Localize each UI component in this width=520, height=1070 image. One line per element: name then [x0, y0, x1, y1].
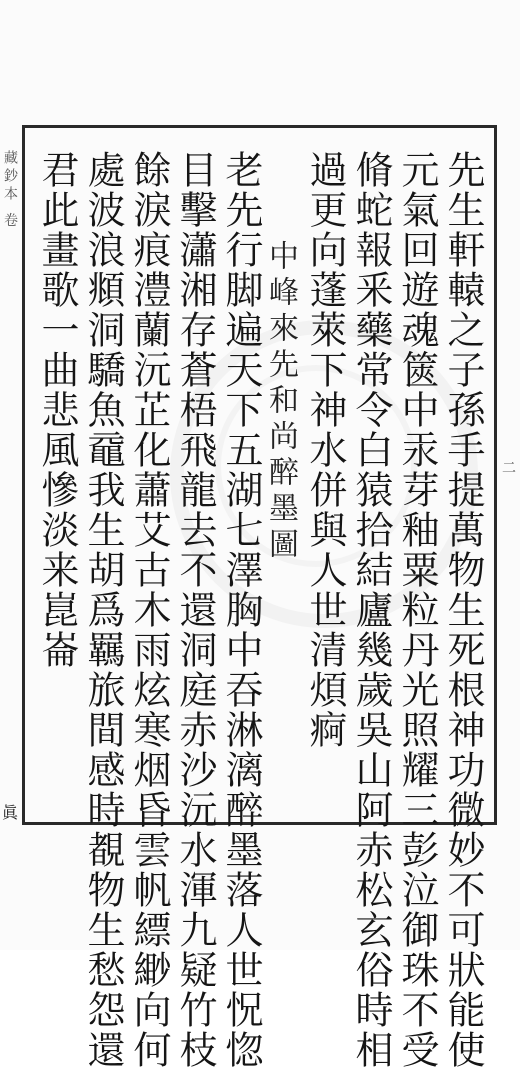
text-column-1: 先生軒轅之子孫手提萬物生死根神功微妙不可狀能使 — [441, 150, 485, 1070]
margin-strip — [0, 128, 22, 822]
right-border-rule — [494, 125, 497, 825]
text-column-7: 目擊瀟湘存蒼梧飛龍去不還洞庭赤沙沅水渾九疑竹枝 — [173, 150, 217, 1070]
right-edge-mark: 二 — [500, 460, 516, 474]
poem-title: 中峰來先和尚醉墨圖 — [263, 240, 298, 564]
text-column-8: 餘淚痕澧蘭沅芷化蕭艾古木雨炫寒烟昏雲帆縹緲向何 — [127, 150, 171, 1070]
text-column-4: 過更向蓬萊下神水併與人世清煩痾 — [303, 150, 347, 750]
top-border-rule — [22, 125, 497, 128]
text-column-3: 脩蛇報釆藥常令白猿拾結廬幾歲吳山阿赤松玄俗時相 — [349, 150, 393, 1070]
text-column-6: 老先行脚遍天下五湖七澤胸中吞淋漓醉墨落人世怳惚 — [219, 150, 263, 1070]
text-column-2: 元氣回遊魂篋中汞芽釉粟粒丹光照耀三彭泣御珠不受 — [395, 150, 439, 1070]
left-border-rule — [22, 125, 25, 825]
margin-mark: 眞 — [2, 803, 19, 822]
text-column-10: 君此畫歌一曲悲風慘淡来崑崙 — [35, 150, 79, 670]
text-column-9: 處波浪頫洞驕魚黿我生胡爲羈旅間感時覩物生愁怨還 — [81, 150, 125, 1070]
margin-label: 藏鈔本 卷 — [2, 150, 18, 231]
